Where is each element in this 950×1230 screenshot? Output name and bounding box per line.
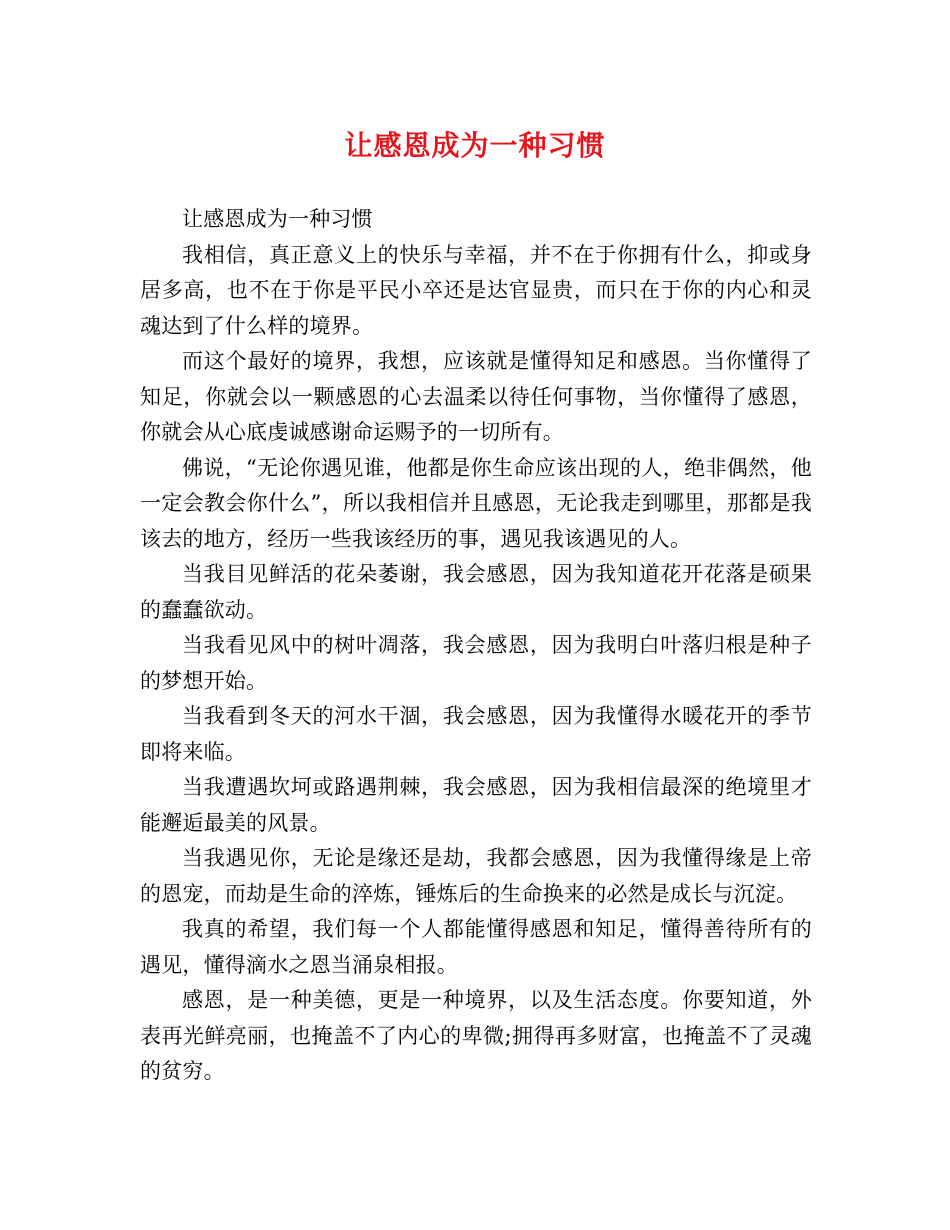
paragraph: 我相信，真正意义上的快乐与幸福，并不在于你拥有什么，抑或身居多高，也不在于你是平民小卒还是达官显贵，而只在于你的内心和灵魂达到了什么样的境界。 [140,242,812,338]
document-title: 让感恩成为一种习惯 [344,129,606,162]
paragraph: 感恩，是一种美德，更是一种境界，以及生活态度。你要知道，外表再光鲜亮丽，也掩盖不了内心的卑微;拥得再多财富，也掩盖不了灵魂的贫穷。 [140,988,812,1083]
document-body [140,202,812,1090]
paragraph: 当我遭遇坎坷或路遇荆棘，我会感恩，因为我相信最深的绝境里才能邂逅最美的风景。 [140,775,812,835]
paragraph: 佛说，“无论你遇见谁，他都是你生命应该出现的人，绝非偶然，他一定会教会你什么”，所以我相信并且感恩，无论我走到哪里，那都是我该去的地方，经历一些我该经历的事，遇见我该遇见的人。 [140,455,812,551]
paragraph: 而这个最好的境界，我想，应该就是懂得知足和感恩。当你懂得了知足，你就会以一颗感恩的心去温柔以待任何事物，当你懂得了感恩，你就会从心底虔诚感谢命运赐予的一切所有。 [140,349,812,444]
paragraph: 当我遇见你，无论是缘还是劫，我都会感恩，因为我懂得缘是上帝的恩宠，而劫是生命的淬炼，锤炼后的生命换来的必然是成长与沉淀。 [140,846,812,906]
paragraph: 当我看见风中的树叶凋落，我会感恩，因为我明白叶落归根是种子的梦想开始。 [140,633,812,693]
paragraph: 当我目见鲜活的花朵萎谢，我会感恩，因为我知道花开花落是硕果的蠢蠢欲动。 [140,562,812,622]
paragraph: 我真的希望，我们每一个人都能懂得感恩和知足，懂得善待所有的遇见，懂得滴水之恩当涌泉相报。 [140,917,812,977]
paragraph: 当我看到冬天的河水干涸，我会感恩，因为我懂得水暖花开的季节即将来临。 [140,704,812,764]
paragraph-subtitle: 让感恩成为一种习惯 [182,207,373,231]
